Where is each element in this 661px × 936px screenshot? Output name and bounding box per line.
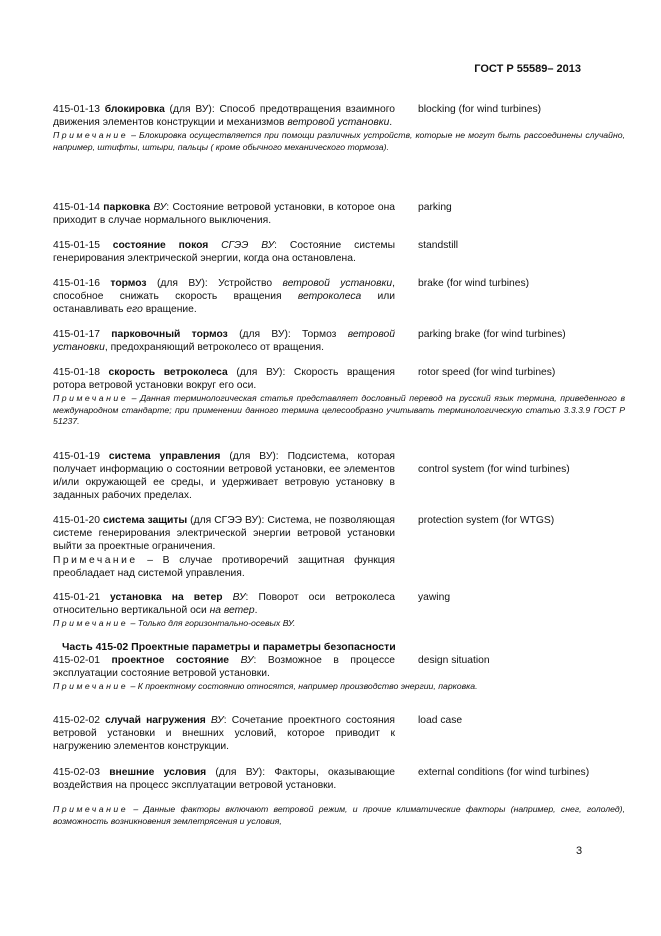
term-entry-415-01-17 [53, 328, 625, 354]
term-english: rotor speed (for wind turbines) [418, 367, 556, 378]
term-name: установка на ветер [110, 592, 223, 603]
term-definition: 415-01-18 скорость ветроколеса (для ВУ): Скорость вращения ротора ветровой установки вокруг его оси. [53, 367, 395, 391]
term-entry-415-01-19 [53, 450, 625, 502]
term-definition: 415-01-19 система управления (для ВУ): Подсистема, которая получает информацию о состоянии ветровой установки, ее элементов и/или окружающей ее среды, и удерживает ветровую установку в заданных рабочих пределах. [53, 451, 395, 501]
term-name: внешние условия [109, 767, 207, 778]
term-note: Примечание – Данные факторы включают ветровой режим, и прочие климатические факторы (например, снег, гололед), возможность возникновения землетрясения и условия, [53, 804, 625, 826]
term-english: control system (for wind turbines) [418, 464, 570, 475]
term-english: external conditions (for wind turbines) [418, 767, 590, 778]
term-name: тормоз [110, 278, 147, 289]
term-entry-415-01-13 [53, 103, 625, 153]
term-english: brake (for wind turbines) [418, 278, 530, 289]
term-name: парковка [103, 202, 151, 213]
term-entry-415-01-15 [53, 239, 625, 265]
term-name: скорость ветроколеса [108, 367, 228, 378]
term-definition: 415-01-13 блокировка (для ВУ): Способ предотвращения взаимного движения элементов конструкции и механизмов ветровой установки. [53, 104, 395, 128]
term-name: парковочный тормоз [111, 329, 228, 340]
term-name: система защиты [102, 515, 188, 526]
term-english: yawing [418, 592, 451, 603]
term-note: Примечание – К проектному состоянию относятся, например производство энергии, парковка. [53, 681, 478, 691]
term-definition: 415-01-20 система защиты (для СГЭЭ ВУ): Система, не позволяющая системе генерирования электрической энергии ветровой установки выйти за проектные ограничения. [53, 515, 395, 552]
term-english: blocking (for wind turbines) [418, 104, 542, 115]
term-entry-415-01-14 [53, 201, 625, 227]
term-definition: 415-01-17 парковочный тормоз (для ВУ): Тормоз ветровой установки, предохраняющий ветроколесо от вращения. [53, 329, 395, 353]
term-note: Примечание – Только для горизонтально-осевых ВУ. [53, 618, 296, 628]
term-entry-415-01-18 [53, 366, 625, 428]
term-entry-415-01-20 [53, 514, 625, 580]
term-english: design situation [418, 655, 490, 666]
term-english: parking [418, 202, 452, 213]
term-entry-415-02-03 [53, 766, 625, 827]
term-definition: 415-02-02 случай нагружения ВУ: Сочетание проектного состояния ветровой установки и внешних условий, которое приводит к нагружению элементов конструкции. [53, 715, 395, 752]
term-definition: 415-01-16 тормоз (для ВУ): Устройство ветровой установки, способное снижать скорость вращения ветроколеса или останавливать его вращение. [53, 278, 395, 315]
term-note: Примечание – Блокировка осуществляется при помощи различных устройств, которые не могут быть рассоединены случайно, например, штифты, штыри, пальцы ( кроме обычного механического тормоза). [53, 130, 625, 152]
term-entry-415-01-16 [53, 277, 625, 316]
term-entry-415-02-01 [53, 654, 625, 693]
term-definition: 415-01-15 состояние покоя СГЭЭ ВУ: Состояние системы генерирования электрической энергии, когда она остановлена. [53, 240, 395, 264]
term-entry-415-01-21 [53, 591, 625, 630]
term-name: состояние покоя [112, 240, 209, 251]
term-english: protection system (for WTGS) [418, 515, 555, 526]
term-english: parking brake (for wind turbines) [418, 329, 566, 340]
term-name: проектное состояние [111, 655, 230, 666]
term-entry-415-02-02 [53, 714, 625, 753]
term-definition: 415-02-01 проектное состояние ВУ: Возможное в процессе эксплуатации состояние ветровой установки. [53, 655, 395, 679]
term-name: случай нагружения [105, 715, 206, 726]
term-note: Примечание – Данная терминологическая статья представляет дословный перевод на русский язык термина, приведенного в международном стандарте; при применении данного термина целесообразно учитывать терминологическую статью 3.3.3.9 ГОСТ Р 51237. [53, 393, 625, 426]
page-header: ГОСТ Р 55589– 2013 [474, 63, 581, 75]
page-number: 3 [576, 845, 583, 857]
term-note: Примечание – В случае противоречий защитная функция преобладает над системой управления. [53, 555, 395, 579]
term-definition: 415-02-03 внешние условия (для ВУ): Факторы, оказывающие воздействия на процесс эксплуатации ветровой установки. [53, 767, 395, 791]
term-definition: 415-01-14 парковка ВУ: Состояние ветровой установки, в которое она приходит в случае нормального выключения. [53, 202, 395, 226]
term-name: блокировка [104, 104, 165, 115]
section-heading: Часть 415-02 Проектные параметры и параметры безопасности [62, 641, 396, 653]
term-definition: 415-01-21 установка на ветер ВУ: Поворот оси ветроколеса относительно вертикальной оси на ветер. [53, 592, 395, 616]
term-name: система управления [108, 451, 221, 462]
term-english: load case [418, 715, 463, 726]
term-english: standstill [418, 240, 459, 251]
